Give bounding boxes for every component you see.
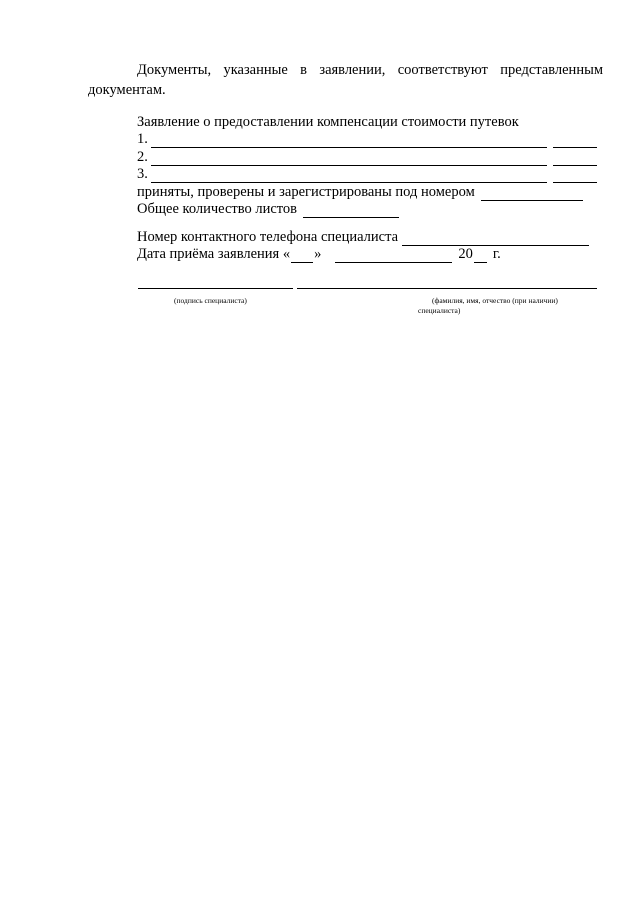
documents-paragraph: Документы, указанные в заявлении, соответствуют представленным документам. <box>88 62 603 98</box>
list-item-2 <box>137 148 597 166</box>
date-line <box>137 245 501 263</box>
list-item-1-short-blank[interactable] <box>553 133 597 148</box>
date-month-blank[interactable] <box>335 248 452 263</box>
list-item-2-blank[interactable] <box>151 151 547 166</box>
list-item-3 <box>137 165 597 183</box>
total-sheets-line <box>137 200 399 218</box>
phone-text: Номер контактного телефона специалиста <box>137 229 399 245</box>
signature-caption: (подпись специалиста) <box>174 296 247 305</box>
list-item-1 <box>137 130 597 148</box>
phone-blank[interactable] <box>402 231 589 246</box>
date-label: Дата приёма заявления « <box>137 246 291 262</box>
list-item-number: 1. <box>137 131 148 147</box>
full-name-caption: (фамилия, имя, отчество (при наличии) специалиста) <box>418 296 558 315</box>
total-sheets-text: Общее количество листов <box>137 201 298 217</box>
phone-line <box>137 228 589 246</box>
registration-number-blank[interactable] <box>481 186 583 201</box>
list-item-2-short-blank[interactable] <box>553 151 597 166</box>
date-year-blank[interactable] <box>474 248 487 263</box>
list-item-number: 3. <box>137 166 148 182</box>
registration-text: приняты, проверены и зарегистрированы под номером <box>137 184 475 200</box>
registration-line <box>137 183 583 201</box>
application-heading <box>137 113 519 131</box>
signature-line[interactable] <box>138 287 293 289</box>
total-sheets-blank[interactable] <box>303 203 399 218</box>
application-heading-text: Заявление о предоставлении компенсации стоимости путевок <box>137 114 519 130</box>
list-item-number: 2. <box>137 149 148 165</box>
date-close-quote: » <box>314 246 322 262</box>
list-item-3-blank[interactable] <box>151 168 547 183</box>
list-item-1-blank[interactable] <box>151 133 547 148</box>
date-year-suffix: г. <box>492 246 501 262</box>
full-name-line[interactable] <box>297 287 597 289</box>
date-day-blank[interactable] <box>291 248 313 263</box>
list-item-3-short-blank[interactable] <box>553 168 597 183</box>
date-year-prefix: 20 <box>458 246 473 262</box>
